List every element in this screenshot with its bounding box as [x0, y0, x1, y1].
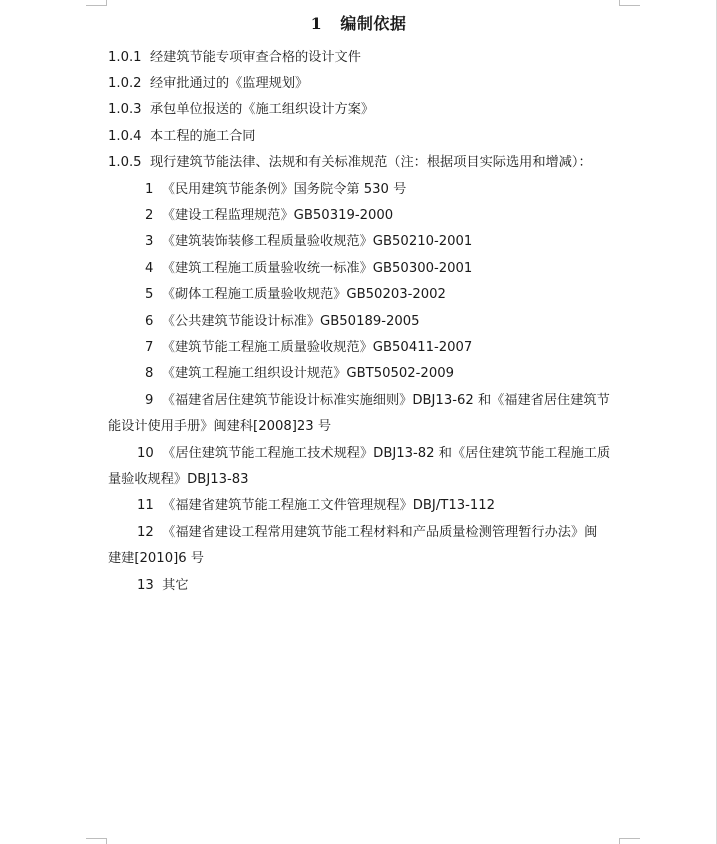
reference-item: 7 《建筑节能工程施工质量验收规范》GB50411-2007 — [145, 340, 473, 355]
reference-item: 1 《民用建筑节能条例》国务院令第 530 号 — [145, 182, 407, 197]
section-line: 1.0.2 经审批通过的《监理规划》 — [108, 76, 309, 91]
section-line: 1.0.1 经建筑节能专项审查合格的设计文件 — [108, 50, 361, 65]
section-line: 1.0.4 本工程的施工合同 — [108, 129, 256, 144]
reference-item: 10 《居住建筑节能工程施工技术规程》DBJ13-82 和《居住建筑节能工程施工质 — [137, 446, 611, 461]
reference-item: 11 《福建省建筑节能工程施工文件管理规程》DBJ/T13-112 — [137, 498, 496, 513]
section-line: 1.0.5 现行建筑节能法律、法规和有关标准规范（注：根据项目实际选用和增减）： — [108, 155, 592, 170]
reference-item-continuation: 能设计使用手册》闽建科[2008]23 号 — [108, 419, 332, 434]
reference-item: 6 《公共建筑节能设计标准》GB50189-2005 — [145, 314, 420, 329]
reference-item: 13 其它 — [137, 578, 189, 593]
crop-mark — [619, 838, 620, 844]
page-title: 1 编制依据 — [310, 14, 407, 33]
reference-item: 3 《建筑装饰装修工程质量验收规范》GB50210-2001 — [145, 234, 473, 249]
crop-mark — [620, 838, 640, 839]
reference-item-continuation: 量验收规程》DBJ13-83 — [108, 472, 249, 487]
reference-item: 12 《福建省建设工程常用建筑节能工程材料和产品质量检测管理暂行办法》闽 — [137, 525, 598, 540]
reference-item: 9 《福建省居住建筑节能设计标准实施细则》DBJ13-62 和《福建省居住建筑节 — [145, 393, 610, 408]
reference-item: 5 《砌体工程施工质量验收规范》GB50203-2002 — [145, 287, 446, 302]
reference-item: 4 《建筑工程施工质量验收统一标准》GB50300-2001 — [145, 261, 473, 276]
crop-mark — [106, 838, 107, 844]
crop-mark — [620, 5, 640, 6]
reference-item-continuation: 建建[2010]6 号 — [108, 551, 204, 566]
crop-mark — [86, 5, 106, 6]
crop-mark — [619, 0, 620, 6]
reference-item: 2 《建设工程监理规范》GB50319-2000 — [145, 208, 394, 223]
reference-item: 8 《建筑工程施工组织设计规范》GBT50502-2009 — [145, 366, 454, 381]
section-line: 1.0.3 承包单位报送的《施工组织设计方案》 — [108, 102, 375, 117]
crop-mark — [106, 0, 107, 6]
crop-mark — [86, 838, 106, 839]
